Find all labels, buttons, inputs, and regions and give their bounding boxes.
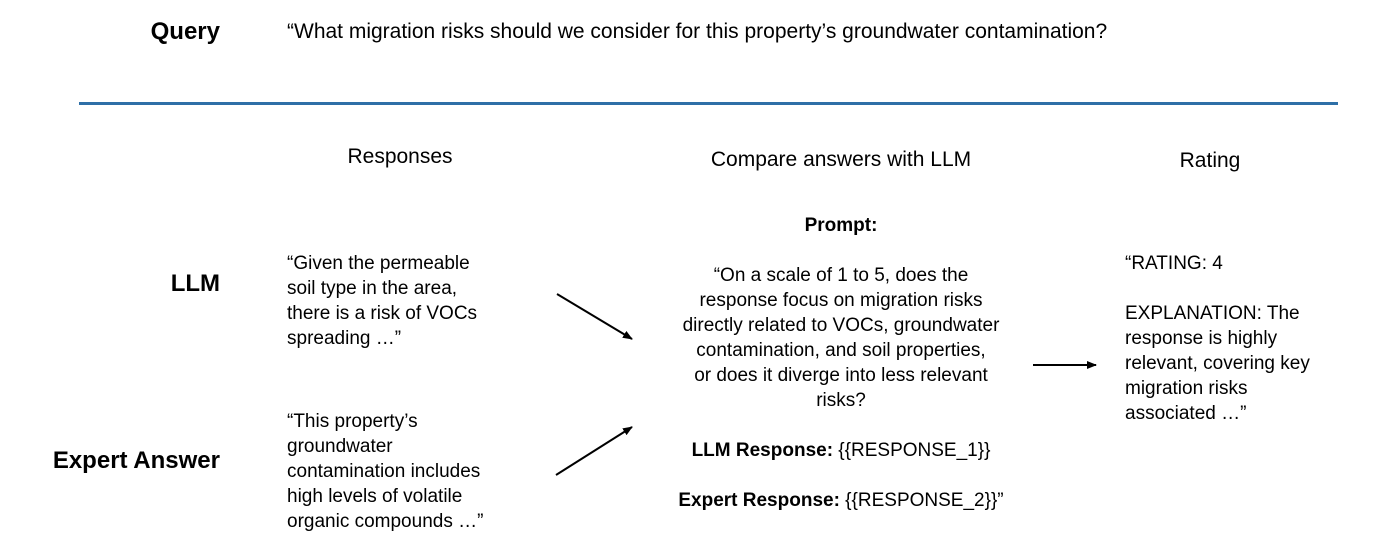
expert-response-line: groundwater xyxy=(287,436,393,457)
prompt-line: directly related to VOCs, groundwater xyxy=(682,315,1000,336)
prompt-line: response focus on migration risks xyxy=(699,290,983,311)
prompt-line: or does it diverge into less relevant xyxy=(694,365,988,386)
llm-response-line: spreading …” xyxy=(287,328,402,349)
expert-response-line: contamination includes xyxy=(287,461,481,482)
rating-explanation-line: response is highly xyxy=(1125,328,1278,349)
expert-response-line: high levels of volatile xyxy=(287,486,463,507)
prompt-line: risks? xyxy=(816,390,866,411)
prompt-title: Prompt: xyxy=(804,215,878,236)
responses-heading: Responses xyxy=(347,145,453,168)
compare-heading: Compare answers with LLM xyxy=(710,148,972,171)
expert-row-label: Expert Answer xyxy=(52,447,220,474)
llm-response-line: there is a risk of VOCs xyxy=(287,303,478,324)
prompt-line: “On a scale of 1 to 5, does the xyxy=(713,265,969,286)
prompt-line: contamination, and soil properties, xyxy=(696,340,986,361)
rating-explanation-line: relevant, covering key xyxy=(1125,353,1310,374)
rating-heading: Rating xyxy=(1179,149,1241,172)
query-label: Query xyxy=(150,18,220,45)
expert-response-label: Expert Response: xyxy=(678,490,840,511)
expert-to-prompt-arrow xyxy=(556,427,632,475)
expert-response-value: {{RESPONSE_2}}” xyxy=(839,490,1004,511)
rating-value: “RATING: 4 xyxy=(1125,253,1223,274)
rating-explanation-line: migration risks xyxy=(1125,378,1248,399)
expert-response-line: organic compounds …” xyxy=(287,511,484,532)
expert-response-line: “This property’s xyxy=(287,411,418,432)
llm-response-line: “Given the permeable xyxy=(287,253,470,274)
llm-response-line: soil type in the area, xyxy=(287,278,458,299)
rating-explanation-line: associated …” xyxy=(1125,403,1247,424)
llm-response-label: LLM Response: xyxy=(691,440,834,461)
llm-to-prompt-arrow xyxy=(557,294,632,339)
rating-explanation-line: EXPLANATION: The xyxy=(1125,303,1300,324)
query-text: “What migration risks should we consider for this property’s groundwater contamination? xyxy=(287,20,1108,43)
llm-row-label: LLM xyxy=(170,270,220,297)
llm-response-value: {{RESPONSE_1}} xyxy=(833,440,991,461)
